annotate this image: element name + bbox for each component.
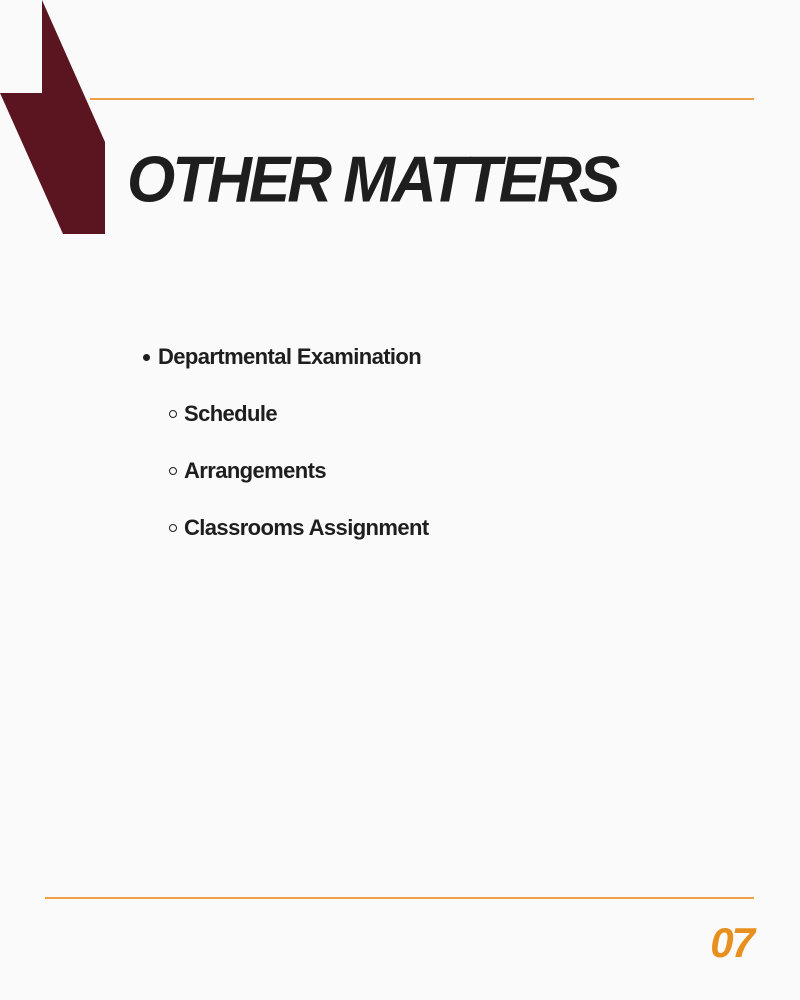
slide-title: OTHER MATTERS [127,143,618,217]
sub-bullet-item-classrooms [143,511,743,545]
page-number: 07 [710,919,753,966]
bullet-list [143,340,743,545]
sub-bullet-label: Arrangements [184,458,326,483]
bottom-divider-line [45,897,754,899]
sub-bullet-label: Schedule [184,401,278,426]
sub-bullet-item-schedule [143,397,743,431]
main-bullet-label: Departmental Examination [158,344,422,369]
list-item [143,340,743,545]
corner-arrow-polygon [0,0,105,234]
corner-arrow-shape [0,0,110,240]
sub-bullet-list [143,397,743,545]
bullet-dot-icon [143,354,150,361]
hollow-circle-icon [169,410,177,418]
top-divider-line [90,98,754,100]
hollow-circle-icon [169,467,177,475]
main-bullet-row [143,340,743,374]
sub-bullet-label: Classrooms Assignment [184,515,429,540]
hollow-circle-icon [169,524,177,532]
sub-bullet-item-arrangements [143,454,743,488]
